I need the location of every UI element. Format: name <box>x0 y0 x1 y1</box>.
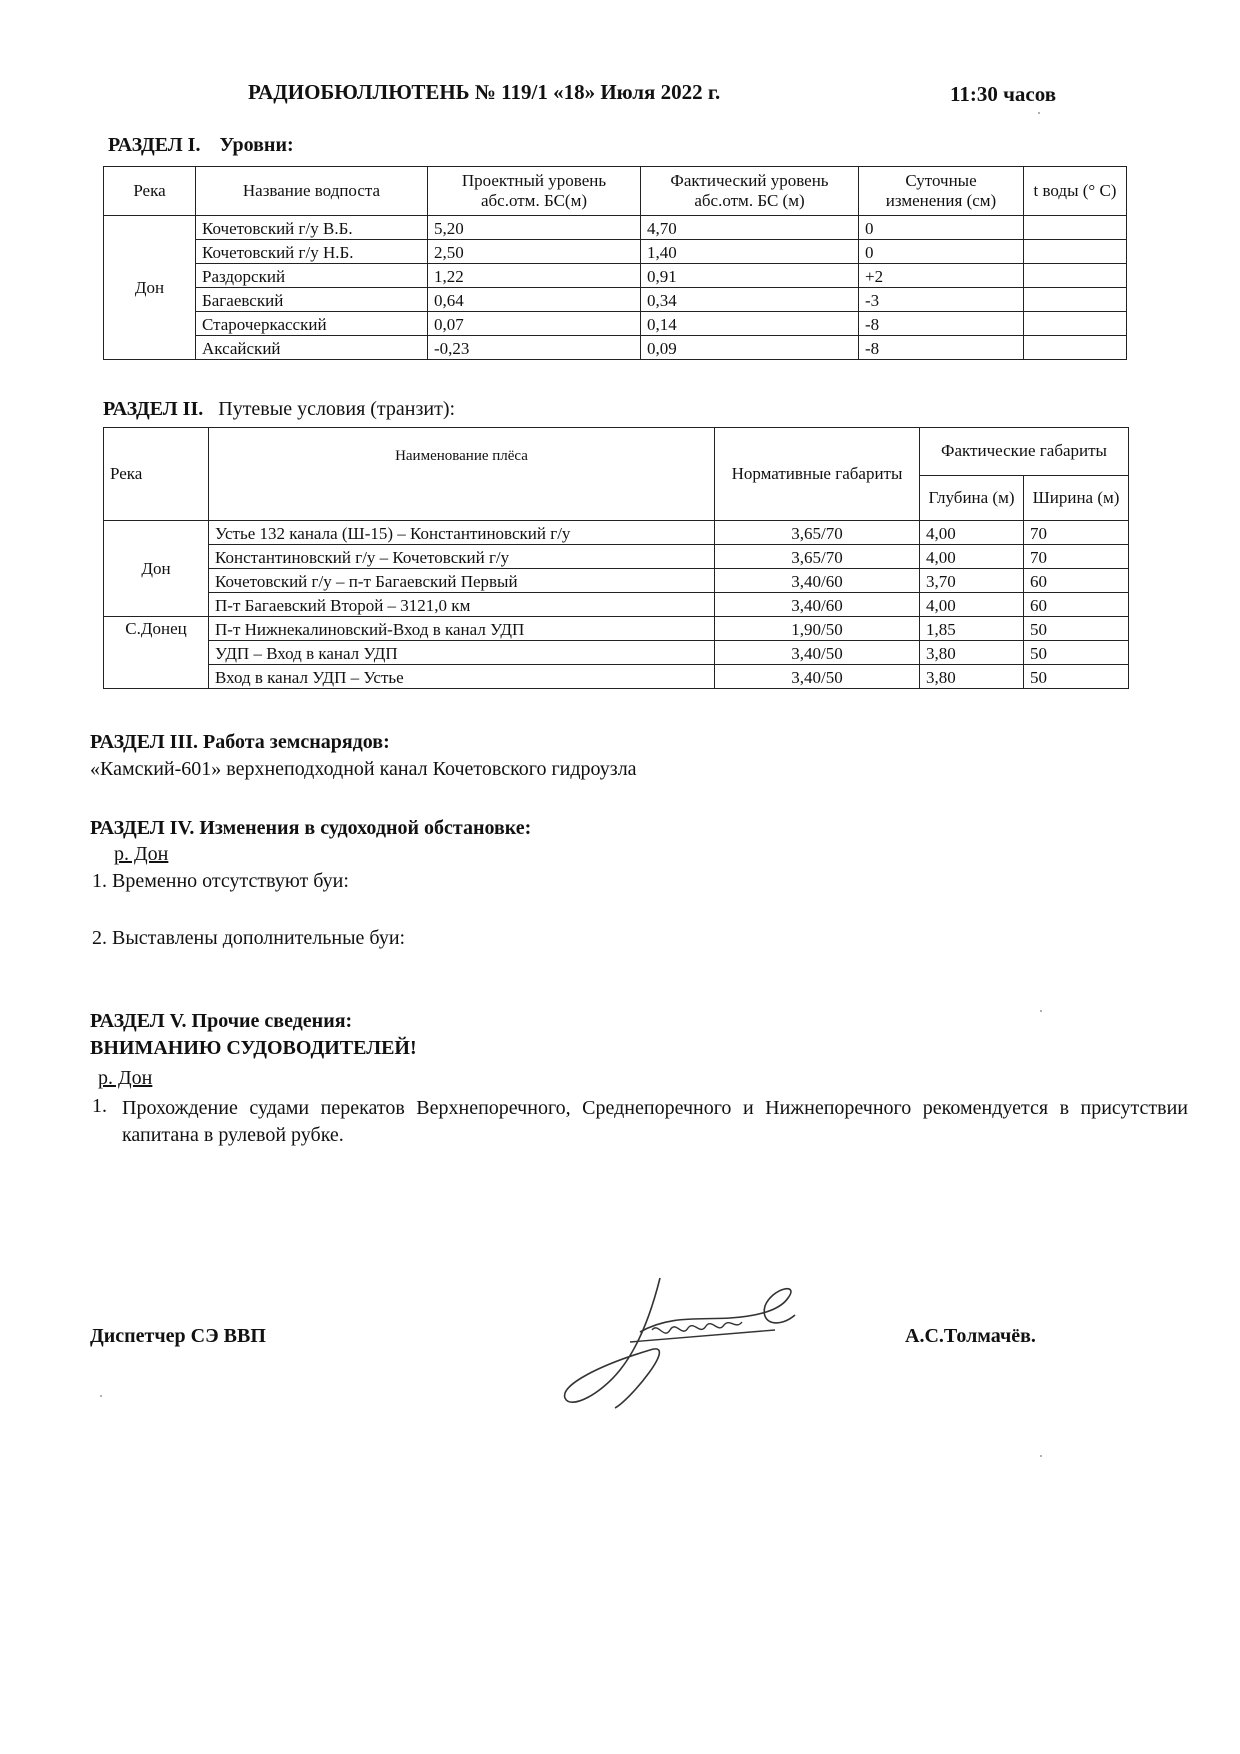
section4-river: р. Дон <box>114 843 169 865</box>
fact-cell: 1,40 <box>641 240 859 264</box>
fact-cell: 0,14 <box>641 312 859 336</box>
signature <box>560 1270 820 1420</box>
post-cell: Старочеркасский <box>196 312 428 336</box>
change-cell: -8 <box>859 336 1024 360</box>
table-row <box>104 312 1127 336</box>
bulletin-title: РАДИОБЮЛЛЮТЕНЬ № 119/1 «18» Июля 2022 г. <box>248 80 721 104</box>
section3-heading: РАЗДЕЛ III. Работа земснарядов: <box>90 731 390 753</box>
table-row <box>104 288 1127 312</box>
depth-cell: 3,70 <box>920 569 1024 593</box>
table-row <box>104 521 1129 545</box>
levels-col-temp: t воды (° С) <box>1024 167 1127 216</box>
scan-speck <box>1038 112 1040 114</box>
bulletin-time: 11:30 часов <box>950 82 1057 106</box>
fact-cell: 0,34 <box>641 288 859 312</box>
route-table <box>103 427 1129 689</box>
width-cell: 60 <box>1024 593 1129 617</box>
change-cell: -3 <box>859 288 1024 312</box>
table-row <box>104 617 1129 641</box>
temp-cell <box>1024 288 1127 312</box>
route-col-norm: Нормативные габариты <box>715 428 920 521</box>
depth-cell: 4,00 <box>920 545 1024 569</box>
fact-cell: 0,09 <box>641 336 859 360</box>
scan-speck <box>100 1395 102 1397</box>
table-row <box>104 665 1129 689</box>
section2-heading-num: РАЗДЕЛ II. <box>103 398 204 420</box>
post-cell: Аксайский <box>196 336 428 360</box>
table-row <box>104 336 1127 360</box>
depth-cell: 3,80 <box>920 665 1024 689</box>
levels-table <box>103 166 1127 360</box>
route-col-depth: Глубина (м) <box>920 475 1024 521</box>
levels-col-river: Река <box>104 167 196 216</box>
project-cell: 5,20 <box>428 216 641 240</box>
levels-col-change: Суточные изменения (см) <box>859 167 1024 216</box>
reach-cell: П-т Нижнекалиновский-Вход в канал УДП <box>209 617 715 641</box>
project-cell: 0,07 <box>428 312 641 336</box>
levels-river-cell: Дон <box>104 216 196 360</box>
section1-heading <box>108 134 294 157</box>
table-row <box>104 569 1129 593</box>
norm-cell: 3,40/60 <box>715 593 920 617</box>
route-header-row <box>104 428 1129 476</box>
width-cell: 70 <box>1024 521 1129 545</box>
route-col-fact: Фактические габариты <box>920 428 1129 476</box>
depth-cell: 3,80 <box>920 641 1024 665</box>
norm-cell: 3,40/60 <box>715 569 920 593</box>
reach-cell: Константиновский г/у – Кочетовский г/у <box>209 545 715 569</box>
levels-header-row <box>104 167 1127 216</box>
scan-speck <box>1040 1010 1042 1012</box>
post-cell: Кочетовский г/у В.Б. <box>196 216 428 240</box>
section1-heading-text: Уровни: <box>219 134 294 156</box>
section4-item1: 1. Временно отсутствуют буи: <box>92 870 349 892</box>
route-river-donets: С.Донец <box>104 617 209 689</box>
reach-cell: Устье 132 канала (Ш-15) – Константиновский г/у <box>209 521 715 545</box>
dispatcher-position: Диспетчер СЭ ВВП <box>90 1325 266 1347</box>
project-cell: -0,23 <box>428 336 641 360</box>
table-row <box>104 593 1129 617</box>
depth-cell: 4,00 <box>920 521 1024 545</box>
reach-cell: П-т Багаевский Второй – 3121,0 км <box>209 593 715 617</box>
norm-cell: 3,65/70 <box>715 545 920 569</box>
table-row <box>104 264 1127 288</box>
levels-col-project: Проектный уровень абс.отм. БС(м) <box>428 167 641 216</box>
table-row <box>104 545 1129 569</box>
temp-cell <box>1024 216 1127 240</box>
project-cell: 0,64 <box>428 288 641 312</box>
dispatcher-name: А.С.Толмачёв. <box>905 1325 1036 1347</box>
norm-cell: 1,90/50 <box>715 617 920 641</box>
temp-cell <box>1024 312 1127 336</box>
route-col-width: Ширина (м) <box>1024 475 1129 521</box>
attention-heading: ВНИМАНИЮ СУДОВОДИТЕЛЕЙ! <box>90 1037 417 1059</box>
reach-cell: УДП – Вход в канал УДП <box>209 641 715 665</box>
norm-cell: 3,40/50 <box>715 641 920 665</box>
section4-item2: 2. Выставлены дополнительные буи: <box>92 927 406 949</box>
width-cell: 50 <box>1024 641 1129 665</box>
norm-cell: 3,65/70 <box>715 521 920 545</box>
section5-item1-num: 1. <box>92 1095 107 1117</box>
width-cell: 50 <box>1024 617 1129 641</box>
section4-heading: РАЗДЕЛ IV. Изменения в судоходной обстановке: <box>90 817 532 839</box>
fact-cell: 0,91 <box>641 264 859 288</box>
reach-cell: Вход в канал УДП – Устье <box>209 665 715 689</box>
project-cell: 1,22 <box>428 264 641 288</box>
section5-river: р. Дон <box>98 1067 153 1089</box>
norm-cell: 3,40/50 <box>715 665 920 689</box>
depth-cell: 4,00 <box>920 593 1024 617</box>
post-cell: Багаевский <box>196 288 428 312</box>
change-cell: 0 <box>859 240 1024 264</box>
project-cell: 2,50 <box>428 240 641 264</box>
route-col-name: Наименование плёса <box>209 428 715 521</box>
post-cell: Кочетовский г/у Н.Б. <box>196 240 428 264</box>
section5-item1-text: Прохождение судами перекатов Верхнепоречного, Среднепоречного и Нижнепоречного рекомендуется в присутствии капитана в рулевой рубке. <box>122 1097 1188 1146</box>
width-cell: 70 <box>1024 545 1129 569</box>
section1-heading-num: РАЗДЕЛ I. <box>108 134 201 156</box>
section5-heading: РАЗДЕЛ V. Прочие сведения: <box>90 1010 353 1032</box>
post-cell: Раздорский <box>196 264 428 288</box>
fact-cell: 4,70 <box>641 216 859 240</box>
temp-cell <box>1024 264 1127 288</box>
temp-cell <box>1024 240 1127 264</box>
section2-heading-text: Путевые условия (транзит): <box>218 398 456 420</box>
change-cell: -8 <box>859 312 1024 336</box>
signature-image <box>560 1270 820 1420</box>
section2-heading <box>103 398 455 421</box>
reach-cell: Кочетовский г/у – п-т Багаевский Первый <box>209 569 715 593</box>
section3-text: «Камский-601» верхнеподходной канал Кочетовского гидроузла <box>90 758 637 780</box>
temp-cell <box>1024 336 1127 360</box>
scan-speck <box>1040 1455 1042 1457</box>
route-river-don: Дон <box>104 521 209 617</box>
table-row <box>104 641 1129 665</box>
change-cell: +2 <box>859 264 1024 288</box>
levels-col-fact: Фактический уровень абс.отм. БС (м) <box>641 167 859 216</box>
route-col-river: Река <box>104 428 209 521</box>
levels-col-post: Название водпоста <box>196 167 428 216</box>
table-row <box>104 240 1127 264</box>
table-row <box>104 216 1127 240</box>
width-cell: 50 <box>1024 665 1129 689</box>
depth-cell: 1,85 <box>920 617 1024 641</box>
width-cell: 60 <box>1024 569 1129 593</box>
change-cell: 0 <box>859 216 1024 240</box>
